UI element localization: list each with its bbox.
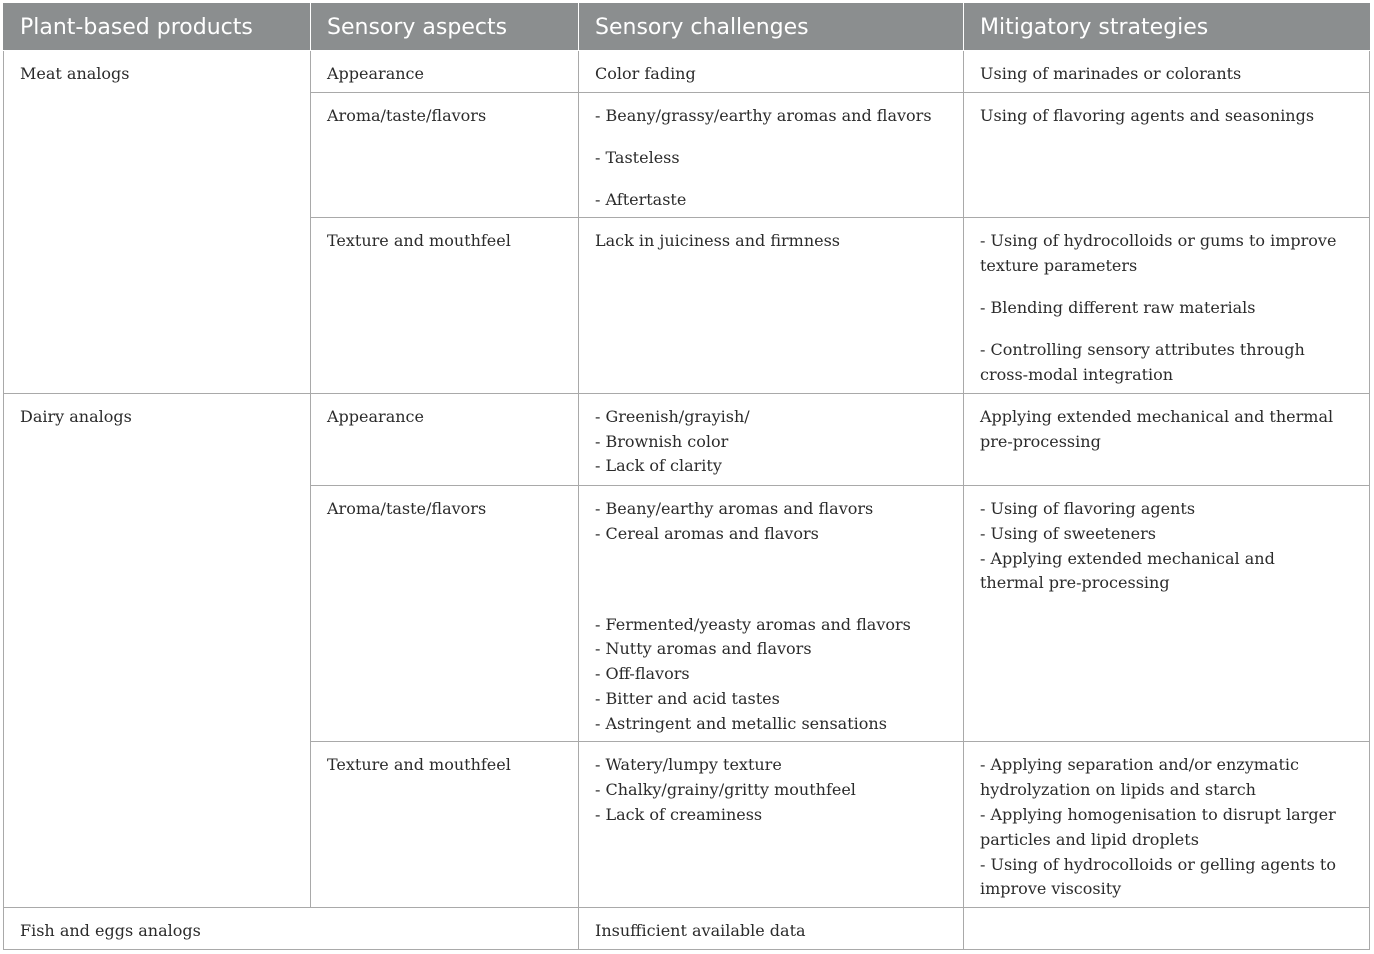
strategy-cell — [964, 93, 1370, 218]
strategy-item: improve viscosity — [980, 879, 1122, 899]
strategy-item: particles and lipid droplets — [980, 829, 1199, 849]
aspect-cell — [311, 93, 579, 218]
strategy-cell — [964, 742, 1370, 907]
product-label: Dairy analogs — [20, 406, 132, 426]
strategy-item: - Using of hydrocolloids or gelling agents to — [980, 854, 1336, 874]
challenge-item: - Beany/grassy/earthy aromas and flavors — [595, 106, 932, 126]
product-label: Meat analogs — [20, 64, 130, 83]
challenge-item: - Fermented/yeasty aromas and flavors — [595, 614, 911, 634]
challenge-item: - Beany/earthy aromas and flavors — [595, 498, 874, 518]
aspect-cell — [311, 485, 579, 742]
strategy-text: Using of flavoring agents and seasonings — [980, 106, 1315, 126]
strategy-item: - Using of flavoring agents — [980, 498, 1196, 518]
challenge-item: - Nutty aromas and flavors — [595, 639, 812, 659]
aspect-cell — [311, 742, 579, 907]
header-row — [4, 4, 1370, 51]
header-plant-based-products: Plant-based products — [4, 4, 311, 51]
aspect-label: Appearance — [327, 406, 424, 426]
strategy-item: Applying extended mechanical and thermal — [980, 406, 1334, 426]
strategy-cell — [964, 907, 1370, 949]
strategy-item: pre-processing — [980, 431, 1101, 451]
product-label: Fish and eggs analogs — [20, 920, 201, 940]
table-row — [4, 907, 1370, 949]
aspect-label: Aroma/taste/flavors — [327, 106, 487, 126]
strategy-item: - Using of sweeteners — [980, 523, 1156, 543]
sensory-table — [3, 3, 1370, 950]
challenge-cell — [579, 485, 964, 742]
strategy-item: - Applying separation and/or enzymatic — [980, 755, 1299, 775]
challenge-cell — [579, 218, 964, 393]
challenge-cell — [579, 51, 964, 93]
challenge-text: Lack in juiciness and firmness — [595, 231, 841, 251]
header-mitigatory-strategies: Mitigatory strategies — [964, 4, 1370, 51]
challenge-item: - Astringent and metallic sensations — [595, 713, 887, 733]
strategy-item: - Applying extended mechanical and — [980, 548, 1275, 568]
aspect-cell — [311, 393, 579, 485]
header-sensory-challenges: Sensory challenges — [579, 4, 964, 51]
challenge-item: - Off-flavors — [595, 664, 690, 684]
challenge-item: - Chalky/grainy/gritty mouthfeel — [595, 780, 856, 800]
challenge-item: - Watery/lumpy texture — [595, 755, 782, 775]
product-cell — [4, 907, 579, 949]
aspect-label: Appearance — [327, 64, 424, 83]
product-cell — [4, 393, 311, 907]
challenge-cell — [579, 907, 964, 949]
strategy-item: - Blending different raw materials — [980, 297, 1256, 317]
challenge-item: - Cereal aromas and flavors — [595, 523, 819, 543]
strategy-item: texture parameters — [980, 256, 1138, 276]
strategy-text: Using of marinades or colorants — [980, 64, 1242, 83]
header-sensory-aspects: Sensory aspects — [311, 4, 579, 51]
challenge-item: - Lack of creaminess — [595, 805, 763, 825]
strategy-item: - Controlling sensory attributes through — [980, 339, 1305, 359]
challenge-item: - Bitter and acid tastes — [595, 688, 780, 708]
strategy-item: hydrolyzation on lipids and starch — [980, 780, 1256, 800]
aspect-label: Texture and mouthfeel — [327, 231, 511, 251]
strategy-cell — [964, 485, 1370, 742]
strategy-item: cross-modal integration — [980, 364, 1174, 384]
product-cell — [4, 51, 311, 394]
challenge-cell — [579, 393, 964, 485]
strategy-cell — [964, 218, 1370, 393]
strategy-item: thermal pre-processing — [980, 573, 1170, 593]
challenge-text: Color fading — [595, 64, 696, 83]
table-row — [4, 393, 1370, 485]
strategy-cell — [964, 51, 1370, 93]
aspect-label: Aroma/taste/flavors — [327, 498, 487, 518]
aspect-cell — [311, 218, 579, 393]
challenge-cell — [579, 93, 964, 218]
challenge-item: - Brownish color — [595, 431, 729, 451]
aspect-cell — [311, 51, 579, 93]
table-row — [4, 51, 1370, 93]
challenge-item: - Tasteless — [595, 147, 680, 167]
strategy-item: - Using of hydrocolloids or gums to improve — [980, 231, 1337, 251]
challenge-cell — [579, 742, 964, 907]
challenge-item: - Greenish/grayish/ — [595, 406, 750, 426]
challenge-item: - Lack of clarity — [595, 456, 722, 476]
strategy-item: - Applying homogenisation to disrupt larger — [980, 805, 1336, 825]
challenge-text: Insufficient available data — [595, 920, 806, 940]
strategy-cell — [964, 393, 1370, 485]
aspect-label: Texture and mouthfeel — [327, 755, 511, 775]
challenge-item: - Aftertaste — [595, 189, 687, 209]
